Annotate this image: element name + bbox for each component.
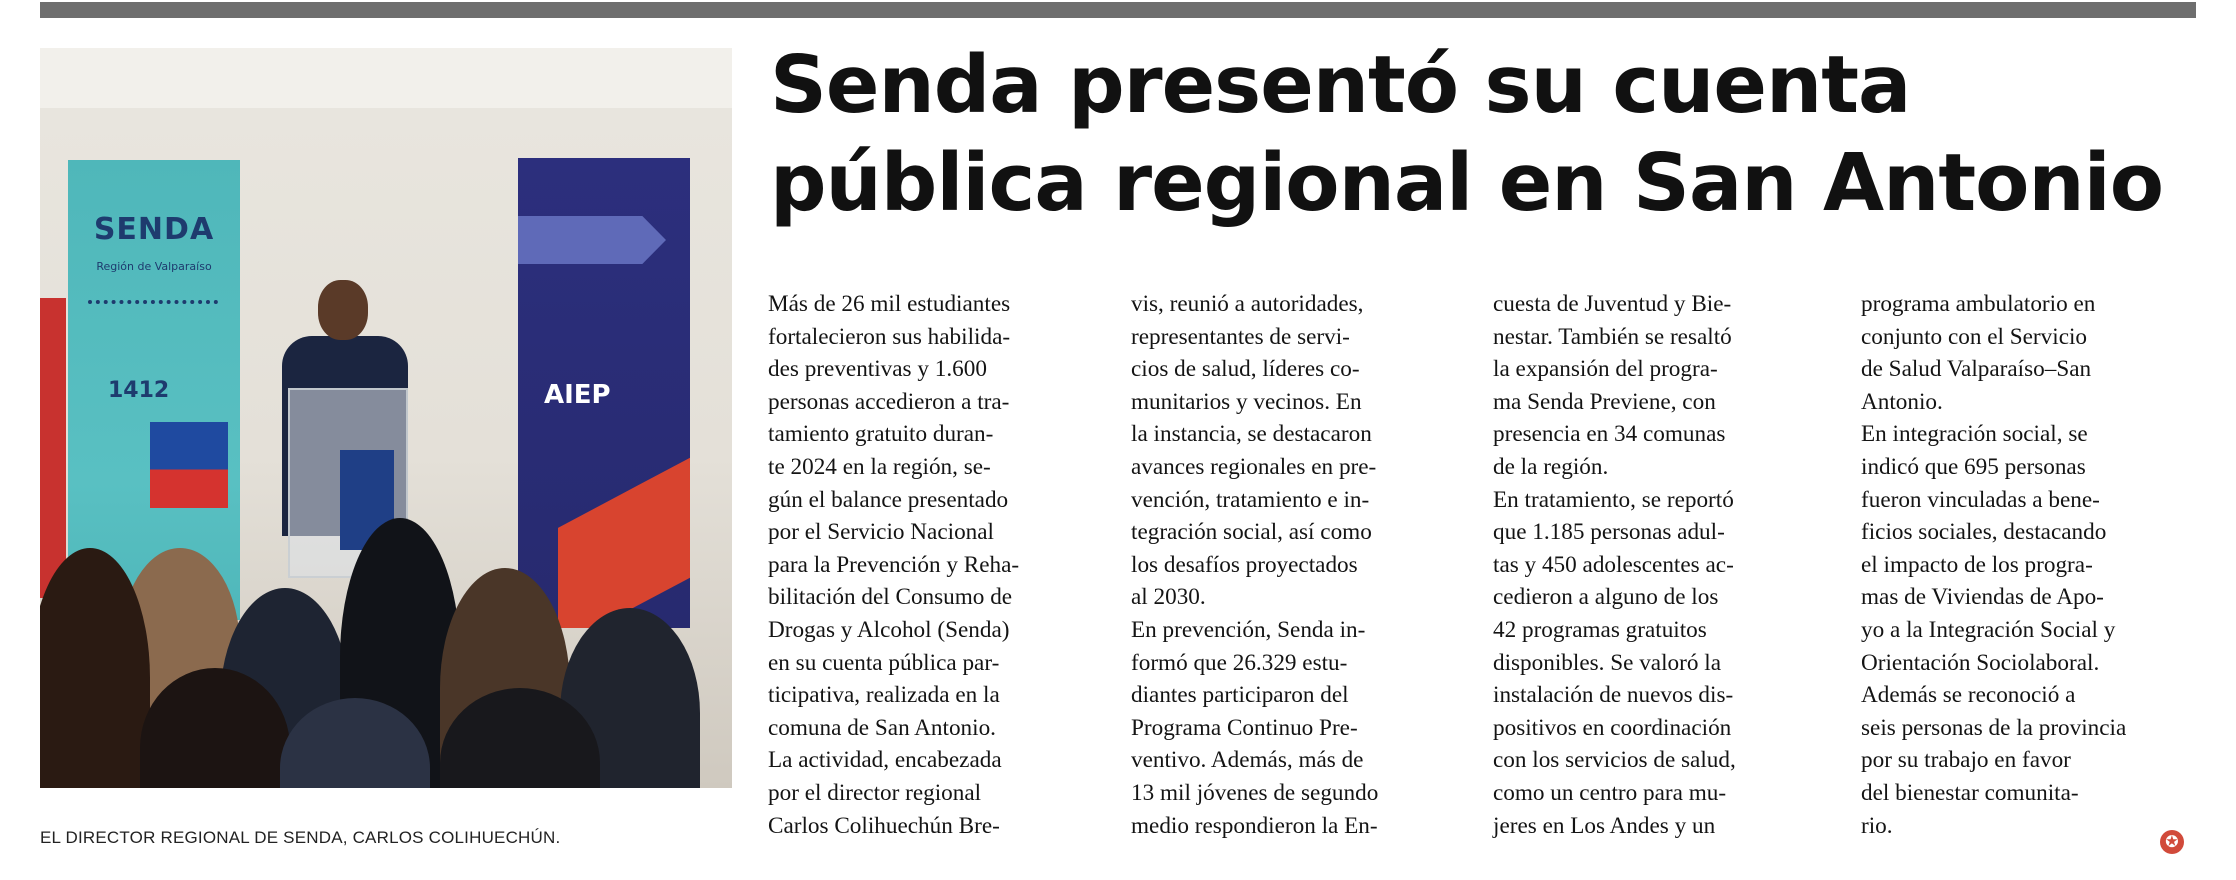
article-text-line: 13 mil jóvenes de segundo xyxy=(1131,779,1379,806)
article-text-line: Carlos Colihuechún Bre- xyxy=(768,812,1000,839)
article-text-line: diantes participaron del xyxy=(1131,682,1349,709)
article-text-line: munitarios y vecinos. En xyxy=(1131,388,1362,415)
article-text-line: ventivo. Además, más de xyxy=(1131,747,1364,774)
article-text-line: cedieron a alguno de los xyxy=(1493,584,1719,611)
article-text-line: Más de 26 mil estudiantes xyxy=(768,291,1011,317)
article-text-line: Orientación Sociolaboral. xyxy=(1861,649,2100,676)
article-text-line: bilitación del Consumo de xyxy=(768,584,1013,611)
article-text-line: avances regionales en pre- xyxy=(1131,453,1377,480)
article-text-line: con los servicios de salud, xyxy=(1493,747,1736,774)
article-text-line: de Salud Valparaíso–San xyxy=(1861,356,2092,383)
article-text-line: tamiento gratuito duran- xyxy=(768,421,994,448)
headline xyxy=(770,36,2200,232)
article-text-line: comuna de San Antonio. xyxy=(768,714,996,741)
article-text-line: en su cuenta pública par- xyxy=(768,649,1000,676)
aiep-banner-logo: AIEP xyxy=(544,380,611,410)
senda-banner-brand: SENDA xyxy=(93,212,215,247)
headline-line-1: Senda presentó su cuenta xyxy=(770,39,1911,131)
article-text-line: gún el balance presentado xyxy=(768,486,1009,513)
senda-banner-phone: 1412 xyxy=(108,378,170,403)
article-text-line: positivos en coordinación xyxy=(1493,714,1732,741)
article-photo xyxy=(40,48,732,788)
article-text-line: tegración social, así como xyxy=(1131,519,1372,546)
article-text-line: por el director regional xyxy=(768,779,982,806)
article-text-line: En prevención, Senda in- xyxy=(1131,616,1366,643)
article-text-line: Además se reconoció a xyxy=(1861,682,2076,709)
article-column-4 xyxy=(1861,288,2195,842)
arrow-shape xyxy=(518,216,666,264)
article-text-line: del bienestar comunita- xyxy=(1861,779,2079,806)
article-text-line: tas y 450 adolescentes ac- xyxy=(1493,551,1734,578)
article-text-line: cuesta de Juventud y Bie- xyxy=(1493,291,1732,317)
photo-caption: EL DIRECTOR REGIONAL DE SENDA, CARLOS COLIHUECHÚN. xyxy=(40,828,561,847)
article-text-line: conjunto con el Servicio xyxy=(1861,323,2088,350)
article-text-line: cios de salud, líderes co- xyxy=(1131,356,1360,383)
article-text-line: fortalecieron sus habilida- xyxy=(768,323,1011,350)
article-text-line: vis, reunió a autoridades, xyxy=(1131,291,1364,317)
senda-banner-wave xyxy=(88,300,218,310)
article-text-line: mas de Viviendas de Apo- xyxy=(1861,584,2104,611)
speaker-head xyxy=(318,280,368,340)
article-text-line: fueron vinculadas a bene- xyxy=(1861,486,2100,513)
article-text-line: En integración social, se xyxy=(1861,421,2088,448)
article-column-3 xyxy=(1493,288,1827,842)
article-column-2 xyxy=(1131,288,1465,842)
article-text-line: los desafíos proyectados xyxy=(1131,551,1358,578)
article-text-line: personas accedieron a tra- xyxy=(768,388,1010,415)
article-text-line: ma Senda Previene, con xyxy=(1493,388,1716,415)
article-text-line: ficios sociales, destacando xyxy=(1861,519,2107,546)
headline-line-2: pública regional en San Antonio xyxy=(770,137,2164,229)
article-text-line: Antonio. xyxy=(1861,388,1943,415)
government-logo-icon xyxy=(150,422,228,508)
article-text-line: instalación de nuevos dis- xyxy=(1493,682,1734,709)
article-text-line: vención, tratamiento e in- xyxy=(1131,486,1370,513)
article-text-line: medio respondieron la En- xyxy=(1131,812,1378,839)
article-text-line: para la Prevención y Reha- xyxy=(768,551,1020,578)
article-text-line: Drogas y Alcohol (Senda) xyxy=(768,616,1010,643)
article-column-1 xyxy=(768,288,1102,842)
article-text-line: la instancia, se destacaron xyxy=(1131,421,1372,448)
article-text-line: de la región. xyxy=(1493,453,1609,480)
article-text-line: nestar. También se resaltó xyxy=(1493,323,1732,350)
article-text-line: como un centro para mu- xyxy=(1493,779,1727,806)
flag-shape xyxy=(40,298,66,598)
article-text-line: yo a la Integración Social y xyxy=(1861,616,2116,643)
article-text-line: el impacto de los progra- xyxy=(1861,551,2093,578)
top-rule xyxy=(40,2,2196,18)
article-text-line: seis personas de la provincia xyxy=(1861,714,2127,741)
article-text-line: al 2030. xyxy=(1131,584,1206,611)
aiep-banner xyxy=(518,158,690,628)
article-text-line: des preventivas y 1.600 xyxy=(768,356,987,383)
article-text-line: 42 programas gratuitos xyxy=(1493,616,1707,643)
article-text-line: En tratamiento, se reportó xyxy=(1493,486,1734,513)
article-text-line: te 2024 en la región, se- xyxy=(768,453,991,480)
article-text-line: ticipativa, realizada en la xyxy=(768,682,1000,709)
article-text-line: que 1.185 personas adul- xyxy=(1493,519,1725,546)
senda-banner-region: Región de Valparaíso xyxy=(96,260,212,273)
end-of-article-icon: ✪ xyxy=(2160,830,2184,854)
article-text-line: indicó que 695 personas xyxy=(1861,453,2086,480)
article-text-line: La actividad, encabezada xyxy=(768,747,1002,774)
article-text-line: jeres en Los Andes y un xyxy=(1493,812,1716,839)
article-text-line: presencia en 34 comunas xyxy=(1493,421,1726,448)
photo-ceiling xyxy=(40,48,732,108)
article-text-line: rio. xyxy=(1861,812,1893,839)
article-text-line: formó que 26.329 estu- xyxy=(1131,649,1348,676)
article-text-line: por el Servicio Nacional xyxy=(768,519,994,546)
article-text-line: programa ambulatorio en xyxy=(1861,291,2096,317)
red-stripe-shape xyxy=(558,448,690,628)
article-text-line: por su trabajo en favor xyxy=(1861,747,2071,774)
article-text-line: disponibles. Se valoró la xyxy=(1493,649,1721,676)
article-text-line: Programa Continuo Pre- xyxy=(1131,714,1358,741)
article-text-line: representantes de servi- xyxy=(1131,323,1350,350)
article-text-line: la expansión del progra- xyxy=(1493,356,1718,383)
